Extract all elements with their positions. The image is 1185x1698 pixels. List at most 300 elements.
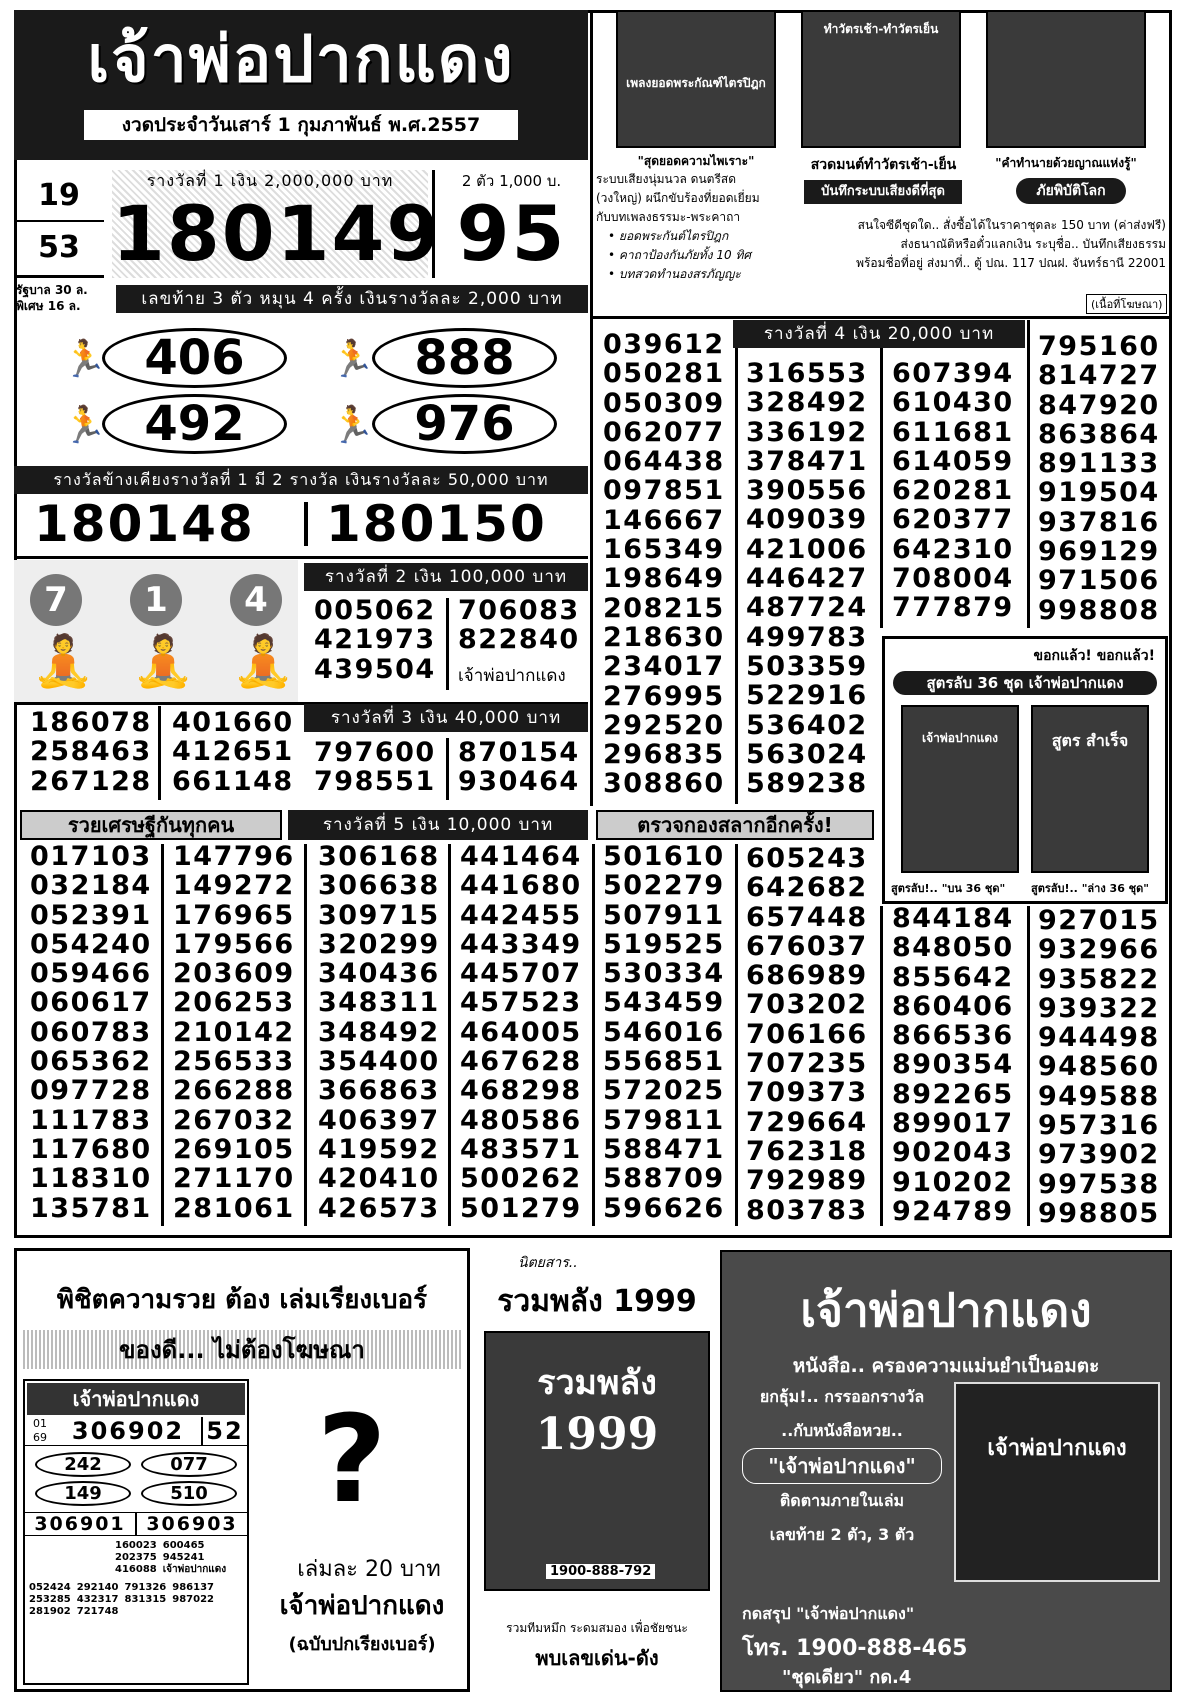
fourth-prize-number: 522916 <box>746 680 868 712</box>
bottom-right-line: ติดตามภายในเล่ม <box>779 1491 905 1510</box>
bottom-right-foot: "ชุดเดียว" กด.4 <box>782 1667 912 1688</box>
three-digit-header: เลขท้าย 3 ตัว หมุน 4 ครั้ง เงินรางวัลละ 2,000 บาท <box>116 285 588 313</box>
fifth-prize-number: 860406 <box>892 990 1014 1022</box>
fourth-prize-number: 998808 <box>1038 594 1160 626</box>
bottom-mid-foot: พบเลขเด่น-ดัง <box>535 1646 659 1670</box>
fourth-prize-number: 234017 <box>603 651 725 683</box>
fifth-prize-number: 543459 <box>603 987 725 1019</box>
fifth-prize-number: 480586 <box>460 1104 582 1136</box>
top-ads <box>596 10 1172 316</box>
third-prize-col4 <box>458 738 588 797</box>
fourth-prize-number: 971506 <box>1038 565 1160 597</box>
fifth-prize-number: 052391 <box>30 899 152 931</box>
fifth-prize-number: 899017 <box>892 1108 1014 1140</box>
fourth-prize-col3 <box>892 359 1022 623</box>
third-prize-number: 798551 <box>314 766 436 798</box>
fifth-prize-number: 997538 <box>1038 1168 1160 1200</box>
fifth-prize-number: 420410 <box>318 1163 440 1195</box>
near-first-2: 180150 <box>326 495 547 553</box>
figure-icon: 🏃 <box>330 405 375 446</box>
lucky-ball-3: 4 <box>230 574 282 626</box>
three-digit-1: 406 <box>102 328 287 388</box>
bottom-left-price: เล่มละ 20 บาท <box>297 1557 441 1582</box>
lucky-balls <box>14 560 298 702</box>
fifth-prize-number: 468298 <box>460 1075 582 1107</box>
ad1-line: ระบบเสียงนุ่มนวล ดนตรีสด <box>596 172 737 186</box>
ad3-badge: ภัยพิบัติโลก <box>1016 178 1126 204</box>
bottom-mid-small: นิตยสาร.. <box>518 1255 578 1271</box>
fourth-prize-number: 503359 <box>746 650 868 682</box>
fifth-prize-number: 443349 <box>460 928 582 960</box>
near-first-header: รางวัลข้างเคียงรางวัลที่ 1 มี 2 รางวัล เงินรางวัลละ 50,000 บาท <box>14 466 588 494</box>
fourth-prize-number: 607394 <box>892 358 1014 389</box>
order-line: ส่งธนาณัติหรือตั๋วแลกเงิน ระบุชื่อ.. บันทึกเสียงธรรม <box>900 237 1166 251</box>
three-digit-section <box>14 320 588 464</box>
bottom-right-title: เจ้าพ่อปากแดง <box>800 1283 1092 1337</box>
fourth-prize-number: 969129 <box>1038 536 1160 568</box>
fourth-prize-number: 316553 <box>746 358 868 389</box>
masthead-title: เจ้าพ่อปากแดง <box>87 23 515 97</box>
magazine-phone: 1900-888-792 <box>546 1564 655 1579</box>
fifth-prize-number: 500262 <box>460 1163 582 1195</box>
divider <box>880 348 883 628</box>
second-prize-number: 005062 <box>314 595 436 626</box>
figure-icon: 🏃 <box>62 339 107 380</box>
fifth-prize-number: 949588 <box>1038 1080 1160 1112</box>
fifth-prize-number: 973902 <box>1038 1139 1160 1171</box>
fourth-prize-number: 328492 <box>746 387 868 419</box>
fifth-prize-number: 366863 <box>318 1075 440 1107</box>
fourth-prize-number: 937816 <box>1038 506 1160 538</box>
fifth-prize-number: 588471 <box>603 1133 725 1165</box>
fifth-prize-col4 <box>460 842 590 1223</box>
fifth-prize-number: 206253 <box>173 987 295 1019</box>
fifth-prize-number: 203609 <box>173 958 295 990</box>
third-prize-number: 412651 <box>172 736 294 768</box>
second-prize-number: 706083 <box>458 595 580 626</box>
fourth-prize-number: 421006 <box>746 533 868 565</box>
formula-book-2-caption: สูตรลับ!.. "ล่าง 36 ชุด" <box>1031 882 1150 895</box>
magazine-cover-year: 1999 <box>535 1409 659 1460</box>
lucky-ball-2: 1 <box>130 574 182 626</box>
mini-code: 69 <box>33 1431 47 1444</box>
fifth-prize-col8 <box>1038 906 1168 1228</box>
fifth-prize-number: 596626 <box>603 1192 725 1224</box>
formula-book-1-title: เจ้าพ่อปากแดง <box>922 731 998 745</box>
fourth-prize-number: 336192 <box>746 416 868 448</box>
fifth-prize-number: 426573 <box>318 1192 440 1224</box>
divider <box>446 738 449 800</box>
first-prize-label: รางวัลที่ 1 เงิน 2,000,000 บาท <box>146 171 394 190</box>
fifth-prize-number: 309715 <box>318 899 440 931</box>
fifth-prize-number: 706166 <box>746 1018 868 1050</box>
divider <box>446 598 449 690</box>
fifth-prize-number: 866536 <box>892 1020 1014 1052</box>
fifth-prize-number: 111783 <box>30 1104 152 1136</box>
formula-book-2-title: สูตร สำเร็จ <box>1051 731 1129 750</box>
fifth-prize-number: 256533 <box>173 1046 295 1078</box>
formula-ad-brand: สูตรลับ 36 ชุด เจ้าพ่อปากแดง <box>893 671 1157 695</box>
fifth-prize-number: 118310 <box>30 1163 152 1195</box>
fifth-prize-number: 441464 <box>460 841 582 872</box>
fifth-prize-number: 703202 <box>746 989 868 1021</box>
bottom-left-brand: เจ้าพ่อปากแดง <box>279 1591 445 1621</box>
cd-cover-1 <box>616 10 776 148</box>
fourth-prize-number: 097851 <box>603 475 725 507</box>
ad2-badge: บันทึกระบบเสียงดีที่สุด <box>804 180 962 204</box>
bottom-left-line2: ของดี... ไม่ต้องโฆษณา <box>23 1330 461 1369</box>
bottom-right-book <box>954 1382 1160 1582</box>
fifth-prize-number: 483571 <box>460 1133 582 1165</box>
fifth-prize-number: 441680 <box>460 870 582 902</box>
fifth-prize-number: 176965 <box>173 899 295 931</box>
fourth-prize-col2 <box>746 359 876 798</box>
mini-codes <box>25 1417 55 1445</box>
meditator-icon: 🧘 <box>132 632 195 690</box>
fifth-prize-col7 <box>892 904 1022 1226</box>
fifth-prize-number: 306638 <box>318 870 440 902</box>
two-digit-label: 2 ตัว 1,000 บ. <box>461 172 562 190</box>
fifth-prize-number: 944498 <box>1038 1022 1160 1054</box>
fourth-prize-number: 847920 <box>1038 389 1160 421</box>
fourth-prize-number: 165349 <box>603 534 725 566</box>
fifth-prize-number: 179566 <box>173 928 295 960</box>
fifth-prize-number: 419592 <box>318 1133 440 1165</box>
fifth-prize-number: 507911 <box>603 899 725 931</box>
ad-note: (เนื้อที่โฆษณา) <box>1086 294 1167 314</box>
fourth-prize-number: 611681 <box>892 416 1014 448</box>
draw-code-bottom: 53 <box>38 230 80 265</box>
fifth-prize-number: 097728 <box>30 1075 152 1107</box>
fourth-prize-number: 198649 <box>603 563 725 595</box>
meditator-icon: 🧘 <box>32 632 95 690</box>
fifth-prize-number: 762318 <box>746 1135 868 1167</box>
fifth-prize-number: 281061 <box>173 1192 295 1224</box>
fifth-prize-number: 890354 <box>892 1049 1014 1081</box>
mini-near: 306903 <box>135 1513 247 1535</box>
ad1-line: (วงใหญ่) ผนึกขับร้องที่ยอดเยี่ยม <box>596 191 760 205</box>
order-line: พร้อมชื่อที่อยู่ ส่งมาที่.. ตู้ ปณ. 117 ปณฝ. จันทร์ธานี 22001 <box>856 256 1166 270</box>
fifth-prize-number: 501610 <box>603 841 725 872</box>
fifth-prize-number: 059466 <box>30 958 152 990</box>
cd-cover-1-title: เพลงยอดพระกัณฑ์ไตรปิฎก <box>626 76 766 90</box>
fifth-prize-number: 271170 <box>173 1163 295 1195</box>
near-first-1: 180148 <box>34 495 255 553</box>
fifth-prize-number: 927015 <box>1038 905 1160 936</box>
mini-three-digit <box>25 1446 247 1512</box>
mini-near-row <box>25 1512 247 1536</box>
three-digit-3: 492 <box>102 394 287 454</box>
ad1-bullet: • ยอดพระกันต์ไตรปิฎก <box>608 229 729 243</box>
fifth-prize-number: 467628 <box>460 1046 582 1078</box>
masthead <box>14 10 588 160</box>
two-digit-number: 95 <box>456 189 567 278</box>
fifth-prize-number: 147796 <box>173 841 295 872</box>
fifth-prize-number: 054240 <box>30 928 152 960</box>
formula-book-1 <box>901 705 1019 873</box>
fifth-prize-number: 605243 <box>746 843 868 874</box>
divider <box>14 556 588 559</box>
bottom-mid-tag: รวมทีมหมึก ระดมสมอง เพื่อชัยชนะ <box>506 1621 688 1635</box>
divider <box>590 10 593 806</box>
divider <box>1027 906 1030 1226</box>
fourth-prize-number: 891133 <box>1038 448 1160 480</box>
fifth-prize-number: 892265 <box>892 1078 1014 1110</box>
bottom-right-phone: โทร. 1900-888-465 <box>742 1636 968 1661</box>
fifth-prize-number: 803783 <box>746 1194 868 1226</box>
fourth-prize-number: 146667 <box>603 504 725 536</box>
third-prize-number: 930464 <box>458 766 580 798</box>
ad3-caption: "คำทำนายด้วยญาณแห่งรู้" <box>995 156 1137 170</box>
bottom-right-call: กดสรุป "เจ้าพ่อปากแดง" <box>742 1604 915 1623</box>
fifth-prize-number: 340436 <box>318 958 440 990</box>
fourth-prize-number: 296835 <box>603 739 725 771</box>
fifth-prize-col1 <box>30 842 160 1223</box>
fifth-prize-col2 <box>173 842 303 1223</box>
mini-third-col: 292140 432317 721748 <box>76 1582 119 1617</box>
divider <box>590 316 1172 319</box>
fifth-prize-header: รางวัลที่ 5 เงิน 10,000 บาท <box>288 810 588 840</box>
third-prize-col1 <box>30 708 160 796</box>
meditator-icon: 🧘 <box>232 632 295 690</box>
mini-code: 01 <box>33 1417 47 1430</box>
third-prize-number: 797600 <box>314 737 436 768</box>
mini-two-number: 52 <box>201 1417 247 1445</box>
fourth-prize-number: 378471 <box>746 445 868 477</box>
fifth-prize-number: 060617 <box>30 987 152 1019</box>
fifth-prize-number: 445707 <box>460 958 582 990</box>
fourth-prize-number: 308860 <box>603 768 725 800</box>
question-mark: ? <box>317 1391 387 1530</box>
fifth-prize-number: 957316 <box>1038 1110 1160 1142</box>
fifth-prize-number: 269105 <box>173 1133 295 1165</box>
cd-cover-2-title: ทำวัตรเช้า-ทำวัตรเย็น <box>823 22 939 36</box>
fourth-prize-number: 919504 <box>1038 477 1160 509</box>
third-prize-number: 401660 <box>172 707 294 738</box>
fifth-left-heading: รวยเศรษฐีกันทุกคน <box>20 810 282 840</box>
second-prize-number: 822840 <box>458 624 580 656</box>
count-special: พิเศษ 16 ล. <box>16 299 81 313</box>
fourth-prize-number: 292520 <box>603 709 725 741</box>
draw-code-top: 19 <box>14 170 104 222</box>
fifth-prize-number: 464005 <box>460 1016 582 1048</box>
fifth-prize-number: 902043 <box>892 1137 1014 1169</box>
bottom-mid-ad <box>478 1252 716 1692</box>
second-prize-col1 <box>314 596 444 684</box>
fourth-prize-col4 <box>1038 332 1168 625</box>
magazine-cover <box>484 1331 710 1591</box>
fifth-prize-number: 998805 <box>1038 1197 1160 1229</box>
divider <box>880 906 883 1226</box>
fourth-prize-number: 050309 <box>603 387 725 419</box>
fifth-prize-number: 442455 <box>460 899 582 931</box>
formula-book-1-caption: สูตรลับ!.. "บน 36 ชุด" <box>891 882 1006 895</box>
three-digit-4: 976 <box>372 394 557 454</box>
fifth-prize-number: 792989 <box>746 1165 868 1197</box>
fourth-prize-number: 218630 <box>603 621 725 653</box>
fifth-prize-number: 546016 <box>603 1016 725 1048</box>
mini-second-col: 160023 202375 416088 <box>115 1540 157 1575</box>
fourth-prize-number: 487724 <box>746 592 868 624</box>
divider <box>448 844 451 1226</box>
order-line: สนใจซีดีชุดใด.. สั่งซื้อได้ในราคาชุดละ 150 บาท (ค่าส่งฟรี) <box>857 218 1166 232</box>
fourth-prize-number: 795160 <box>1038 331 1160 362</box>
fourth-prize-number: 610430 <box>892 387 1014 419</box>
fifth-prize-number: 320299 <box>318 928 440 960</box>
fourth-prize-number: 642310 <box>892 533 1014 565</box>
figure-icon: 🏃 <box>62 405 107 446</box>
third-prize-number: 661148 <box>172 765 294 797</box>
second-prize-col2 <box>458 596 588 655</box>
fifth-prize-number: 855642 <box>892 961 1014 993</box>
fifth-prize-number: 117680 <box>30 1133 152 1165</box>
divider <box>592 844 595 1226</box>
fourth-prize-number: 708004 <box>892 563 1014 595</box>
fourth-prize-number: 589238 <box>746 768 868 800</box>
third-prize-col3 <box>314 738 444 797</box>
mini-first-number: 306902 <box>71 1417 185 1445</box>
fifth-prize-number: 149272 <box>173 870 295 902</box>
bottom-left-edition: (ฉบับปกเรียงเบอร์) <box>288 1634 436 1655</box>
bottom-right-line: ..กับหนังสือหวย.. <box>781 1421 903 1440</box>
bottom-right-line: เลขท้าย 2 ตัว, 3 ตัว <box>769 1525 915 1544</box>
ad1-line: กับบทเพลงธรรมะ-พระคาถา <box>596 210 741 224</box>
lottery-counts <box>14 282 114 316</box>
mini-third-col: 791326 831315 <box>124 1582 167 1605</box>
fifth-prize-number: 306168 <box>318 841 440 872</box>
fifth-prize-number: 939322 <box>1038 992 1160 1024</box>
divider <box>304 844 307 1226</box>
formula-book-2 <box>1031 705 1149 873</box>
fifth-prize-number: 266288 <box>173 1075 295 1107</box>
fifth-prize-number: 135781 <box>30 1192 152 1224</box>
fourth-prize-number: 614059 <box>892 445 1014 477</box>
fourth-prize-number: 446427 <box>746 563 868 595</box>
mini-third-col: 052424 253285 281902 <box>29 1582 71 1617</box>
fifth-prize-number: 530334 <box>603 958 725 990</box>
first-prize-number: 180149 <box>112 189 442 278</box>
magazine-cover-title: รวมพลัง <box>537 1363 657 1403</box>
fifth-prize-number: 642682 <box>746 872 868 904</box>
bottom-right-line: ยกธุ้ม!.. กรรออกรางวัล <box>759 1387 925 1406</box>
fifth-prize-number: 065362 <box>30 1046 152 1078</box>
near-first-numbers <box>14 496 588 552</box>
fifth-prize-number: 707235 <box>746 1048 868 1080</box>
figure-icon: 🏃 <box>330 339 375 380</box>
fifth-prize-number: 519525 <box>603 928 725 960</box>
third-prize-number: 258463 <box>30 736 152 768</box>
third-prize-header: รางวัลที่ 3 เงิน 40,000 บาท <box>304 704 588 732</box>
divider <box>158 706 161 800</box>
mini-three: 077 <box>141 1452 237 1477</box>
fifth-prize-number: 729664 <box>746 1106 868 1138</box>
bottom-right-book-title: เจ้าพ่อปากแดง <box>987 1436 1127 1461</box>
fourth-prize-number: 499783 <box>746 621 868 653</box>
bottom-right-line: "เจ้าพ่อปากแดง" <box>742 1448 942 1484</box>
ad1-description <box>596 170 796 284</box>
mini-title: เจ้าพ่อปากแดง <box>27 1383 245 1415</box>
divider <box>735 844 738 1226</box>
fourth-prize-number: 039612 <box>603 329 725 360</box>
fifth-right-heading: ตรวจกองสลากอีกครั้ง! <box>596 810 874 840</box>
fifth-prize-number: 848050 <box>892 932 1014 964</box>
bottom-left-line1: พิชิตความรวย ต้อง เล่มเรียงเบอร์ <box>56 1285 428 1315</box>
mini-first-row <box>25 1417 247 1446</box>
mini-third <box>25 1576 247 1618</box>
fourth-prize-number: 563024 <box>746 738 868 770</box>
second-prize-number: 439504 <box>314 653 436 685</box>
fifth-prize-number: 579811 <box>603 1104 725 1136</box>
formula-ad-headline: ขอกแล้ว! ขอกแล้ว! <box>1033 648 1155 664</box>
fifth-prize-number: 686989 <box>746 960 868 992</box>
three-digit-2: 888 <box>372 328 557 388</box>
third-prize-number: 186078 <box>30 707 152 738</box>
fifth-prize-number: 457523 <box>460 987 582 1019</box>
third-prize-number: 267128 <box>30 765 152 797</box>
fifth-prize-col3 <box>318 842 448 1223</box>
fifth-prize-number: 910202 <box>892 1166 1014 1198</box>
third-prize-number: 870154 <box>458 737 580 768</box>
mini-three: 242 <box>35 1452 131 1477</box>
fourth-prize-number: 536402 <box>746 709 868 741</box>
fifth-prize-number: 948560 <box>1038 1051 1160 1083</box>
fifth-prize-col5 <box>603 842 733 1223</box>
fourth-prize-number: 620281 <box>892 475 1014 507</box>
order-info <box>796 216 1166 273</box>
fifth-prize-number: 844184 <box>892 903 1014 934</box>
ad2-caption: สวดมนต์ทำวัตรเช้า-เย็น <box>810 157 957 173</box>
fourth-prize-number: 390556 <box>746 475 868 507</box>
second-prize-header: รางวัลที่ 2 เงิน 100,000 บาท <box>304 563 588 591</box>
fifth-prize-number: 932966 <box>1038 934 1160 966</box>
mini-three: 149 <box>35 1481 131 1506</box>
ad1-bullet: • คาถาป้องกันภัยทั้ง 10 ทิศ <box>608 248 751 262</box>
fourth-prize-header: รางวัลที่ 4 เงิน 20,000 บาท <box>733 320 1025 348</box>
mini-near: 306901 <box>34 1513 126 1535</box>
fifth-prize-number: 017103 <box>30 841 152 872</box>
mini-third-col: 986137 987022 <box>172 1582 214 1605</box>
ad1-bullet: • บทสวดทำนองสรภัญญะ <box>608 267 741 281</box>
bottom-left-ad <box>14 1248 470 1692</box>
fifth-prize-number: 709373 <box>746 1077 868 1109</box>
fourth-prize-number: 863864 <box>1038 418 1160 450</box>
fifth-prize-number: 924789 <box>892 1195 1014 1227</box>
divider <box>1027 320 1030 628</box>
mini-second <box>25 1536 247 1576</box>
fifth-prize-number: 588709 <box>603 1163 725 1195</box>
fifth-prize-number: 354400 <box>318 1046 440 1078</box>
fourth-prize-number: 777879 <box>892 592 1014 624</box>
fourth-prize-number: 814727 <box>1038 360 1160 392</box>
fifth-prize-number: 267032 <box>173 1104 295 1136</box>
ad1-caption: "สุดยอดความไพเราะ" <box>637 154 755 168</box>
second-prize-signature: เจ้าพ่อปากแดง <box>458 666 566 686</box>
bottom-right-subtitle: หนังสือ.. ครองความแม่นยำเป็นอมตะ <box>792 1355 1100 1377</box>
fifth-prize-number: 935822 <box>1038 963 1160 995</box>
fourth-prize-number: 620377 <box>892 504 1014 536</box>
divider <box>304 502 308 546</box>
fifth-prize-number: 060783 <box>30 1016 152 1048</box>
mini-three: 510 <box>141 1481 237 1506</box>
fifth-prize-number: 348492 <box>318 1016 440 1048</box>
mini-second-col: 600465 945241 เจ้าพ่อปากแดง <box>162 1540 227 1575</box>
fifth-prize-number: 657448 <box>746 901 868 933</box>
fourth-prize-number: 208215 <box>603 592 725 624</box>
fifth-prize-number: 032184 <box>30 870 152 902</box>
draw-date: งวดประจำวันเสาร์ 1 กุมภาพันธ์ พ.ศ.2557 <box>84 110 518 140</box>
formula-ad <box>882 636 1168 904</box>
fifth-prize-number: 556851 <box>603 1046 725 1078</box>
